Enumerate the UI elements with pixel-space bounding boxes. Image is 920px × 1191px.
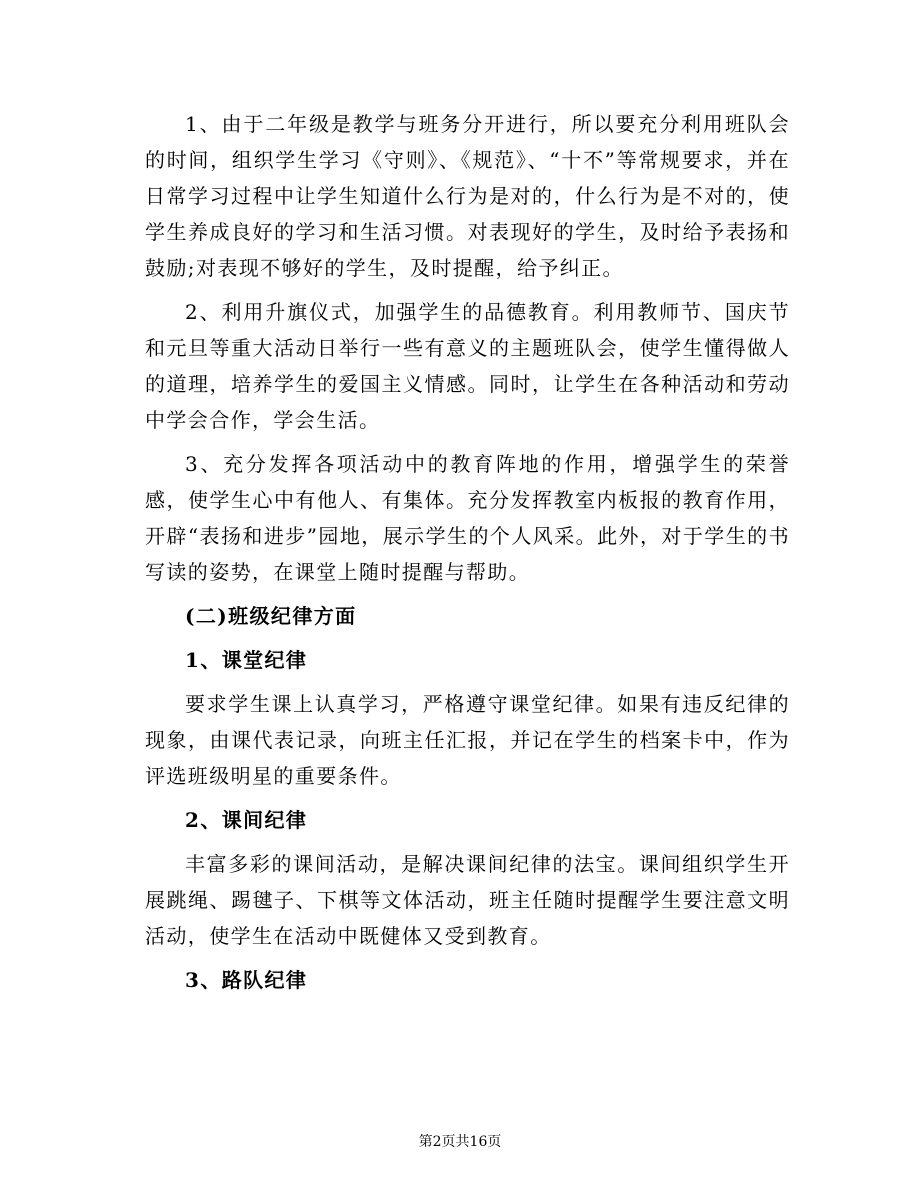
- section-heading-class-discipline: (二)班级纪律方面: [185, 604, 357, 628]
- paragraph-classroom-discipline: 要求学生课上认真学习，严格遵守课堂纪律。如果有违反纪律的现象，由课代表记录，向班主任汇报，并记在学生的档案卡中，作为评选班级明星的重要条件。: [145, 692, 790, 788]
- paragraph-item-2: 2、利用升旗仪式，加强学生的品德教育。利用教师节、国庆节和元旦等重大活动日举行一些有意义的主题班队会，使学生懂得做人的道理，培养学生的爱国主义情感。同时，让学生在各种活动和劳动中学会合作，学会生活。: [145, 300, 790, 432]
- paragraph-item-3: 3、充分发挥各项活动中的教育阵地的作用，增强学生的荣誉感，使学生心中有他人、有集体。充分发挥教室内板报的教育作用，开辟“表扬和进步”园地，展示学生的个人风采。此外，对于学生的书写读的姿势，在课堂上随时提醒与帮助。: [145, 452, 790, 584]
- paragraph-item-1: 1、由于二年级是教学与班务分开进行，所以要充分利用班队会的时间，组织学生学习《守则》、《规范》、“十不”等常规要求，并在日常学习过程中让学生知道什么行为是对的，什么行为是不对的，使学生养成良好的学习和生活习惯。对表现好的学生，及时给予表扬和鼓励;对表现不够好的学生，及时提醒，给予纠正。: [145, 112, 790, 280]
- document-body: [145, 106, 790, 1006]
- subheading-queue-discipline: 3、路队纪律: [185, 968, 308, 992]
- page-number-footer: 第2页共16页: [418, 1134, 502, 1150]
- subheading-classroom-discipline: 1、课堂纪律: [185, 648, 308, 672]
- paragraph-break-discipline: 丰富多彩的课间活动，是解决课间纪律的法宝。课间组织学生开展跳绳、踢毽子、下棋等文体活动，班主任随时提醒学生要注意文明活动，使学生在活动中既健体又受到教育。: [145, 852, 790, 948]
- subheading-break-discipline: 2、课间纪律: [185, 808, 308, 832]
